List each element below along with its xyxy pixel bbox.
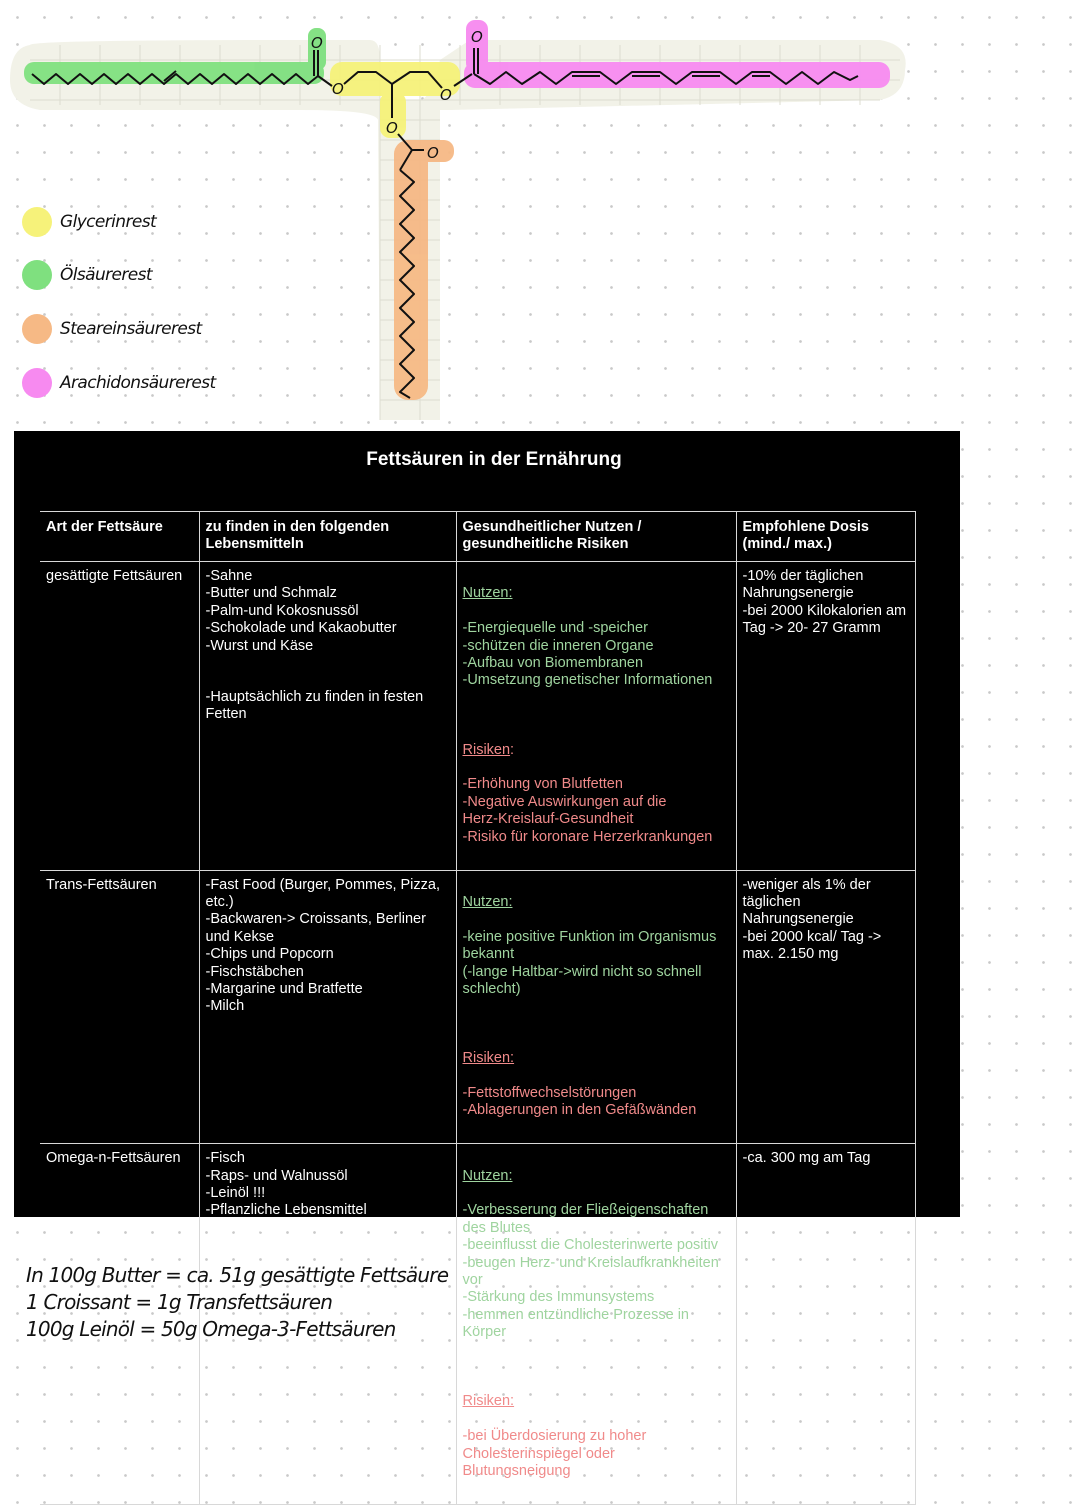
oxygen-label: O <box>471 28 483 46</box>
legend-dot <box>22 207 52 237</box>
legend-label: Ölsäurerest <box>60 265 152 285</box>
dose-cell: -ca. 300 mg am Tag <box>736 1144 915 1505</box>
benefits-heading: Nutzen: <box>462 585 513 602</box>
benefits-risks-cell <box>456 870 736 1144</box>
fatty-acid-type: Trans-Fettsäuren <box>40 870 199 1144</box>
legend-dot <box>22 368 52 398</box>
legend-item-oelsaeure <box>22 258 152 292</box>
risks-list: -bei Überdosierung zu hoher Cholesterinspiegel oder Blutungsneigung <box>462 1428 647 1480</box>
benefits-list: -Verbesserung der Fließeigenschaften des Blutes -beeinflusst die Cholesterinwerte positiv -beugen Herz- und Kreislaufkrankheiten vor -Stärkung des Immunsystems -hemmen entzündliche Prozesse in Körper <box>462 1202 719 1341</box>
benefits-risks-cell <box>456 562 736 871</box>
benefits-heading: Nutzen: <box>462 1167 513 1184</box>
legend-item-glycerin <box>22 205 156 239</box>
fatty-acid-type: Omega-n-Fettsäuren <box>40 1144 199 1505</box>
legend-item-arachidonsaeure <box>22 366 216 400</box>
risks-heading: Risiken: <box>462 1050 515 1067</box>
foods-cell <box>199 562 456 871</box>
legend-dot <box>22 314 52 344</box>
risks-list: -Fettstoffwechselstörungen -Ablagerungen in den Gefäßwänden <box>462 1084 697 1119</box>
column-header: zu finden in den folgenden Lebensmitteln <box>199 512 456 562</box>
note-leinoel: 100g Leinöl = 50g Omega-3-Fettsäuren <box>26 1317 396 1341</box>
fatty-acids-table <box>40 511 916 1505</box>
oxygen-label: O <box>332 80 344 98</box>
foods-list: -Fast Food (Burger, Pommes, Pizza, etc.) -Backwaren-> Croissants, Berliner und Kekse -Chips und Popcorn -Fischstäbchen -Margarine und Bratfette -Milch <box>205 876 440 1015</box>
handwritten-notes <box>26 1262 448 1343</box>
benefits-list: -keine positive Funktion im Organismus bekannt (-lange Haltbar->wird nicht so schnell schlecht) <box>462 928 717 997</box>
benefits-risks-cell <box>456 1144 736 1505</box>
note-croissant: 1 Croissant = 1g Transfettsäuren <box>26 1290 333 1314</box>
fatty-acid-type: gesättigte Fettsäuren <box>40 562 199 871</box>
column-header: Empfohlene Dosis (mind./ max.) <box>736 512 915 562</box>
oxygen-label: O <box>311 34 323 52</box>
benefits-list: -Energiequelle und -speicher -schützen die inneren Organe -Aufbau von Biomembranen -Umsetzung genetischer Informationen <box>462 620 713 689</box>
note-butter: In 100g Butter = ca. 51g gesättigte Fettsäure <box>26 1263 449 1287</box>
foods-list: -Fisch -Raps- und Walnussöl -Leinöl !!! -Pflanzliche Lebensmittel -Avocado <box>205 1150 367 1236</box>
table-row <box>40 562 915 871</box>
risks-heading-text: Risiken <box>462 741 511 758</box>
legend-label: Arachidonsäurerest <box>60 373 216 393</box>
legend-label: Steareinsäurerest <box>60 319 202 339</box>
column-header: Gesundheitlicher Nutzen / gesundheitliche Risiken <box>456 512 736 562</box>
dose-cell: -weniger als 1% der täglichen Nahrungsenergie -bei 2000 kcal/ Tag -> max. 2.150 mg <box>736 870 915 1144</box>
legend-label: Glycerinrest <box>60 212 157 232</box>
oxygen-label: O <box>386 119 398 137</box>
risks-heading-suffix: : <box>510 741 515 758</box>
dose-cell: -10% der täglichen Nahrungsenergie -bei 2000 Kilokalorien am Tag -> 20- 27 Gramm <box>736 562 915 871</box>
benefits-heading: Nutzen: <box>462 893 513 910</box>
legend-dot <box>22 260 52 290</box>
risks-heading: Risiken: <box>462 1393 515 1410</box>
foods-cell <box>199 870 456 1144</box>
foods-note: -Hauptsächlich zu finden in festen Fetten <box>205 689 424 723</box>
risks-heading <box>463 742 730 759</box>
table-header-row <box>40 512 915 562</box>
table-title: Fettsäuren in der Ernährung <box>366 449 622 470</box>
foods-list: -Sahne -Butter und Schmalz -Palm-und Kokosnussöl -Schokolade und Kakaobutter -Wurst und Käse <box>205 568 397 654</box>
risks-list: -Erhöhung von Blutfetten -Negative Auswirkungen auf die Herz-Kreislauf-Gesundheit -Risiko für koronare Herzerkrankungen <box>462 776 713 845</box>
column-header: Art der Fettsäure <box>40 512 199 562</box>
oxygen-label: O <box>440 86 452 104</box>
oxygen-label: O <box>427 144 439 162</box>
table-row <box>40 870 915 1144</box>
legend-item-stearinsaeure <box>22 312 202 346</box>
